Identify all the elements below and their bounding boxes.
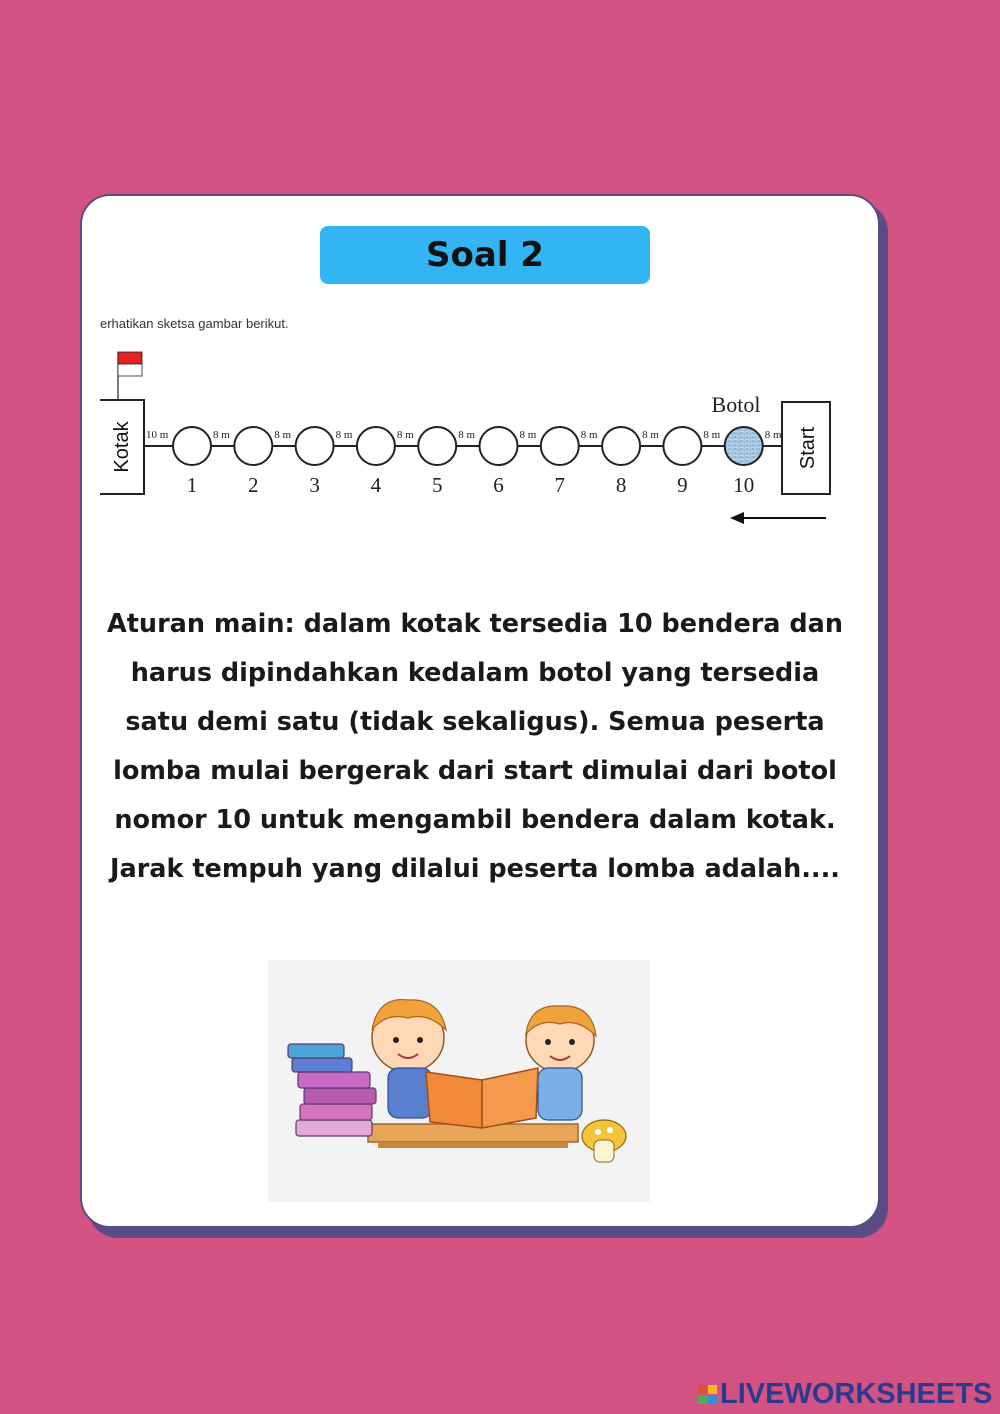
question-line: harus dipindahkan kedalam botol yang tersedia xyxy=(130,658,820,688)
direction-arrow-head xyxy=(730,512,744,524)
question-line: lomba mulai bergerak dari start dimulai dari botol xyxy=(113,756,837,786)
race-sketch-diagram xyxy=(96,340,836,540)
box-kotak-label: Kotak xyxy=(111,421,133,473)
node-number-label: 2 xyxy=(248,473,259,497)
node-circle xyxy=(296,427,334,465)
node-circle xyxy=(480,427,518,465)
distance-label-gap: 8 m xyxy=(335,429,353,441)
distance-label-gap: 8 m xyxy=(213,429,230,441)
question-line: nomor 10 untuk mengambil bendera dalam kotak. xyxy=(114,805,836,835)
distance-label-gap: 8 m xyxy=(458,429,476,441)
distance-label-gap: 8 m xyxy=(764,429,782,441)
distance-label-gap: 8 m xyxy=(519,429,537,441)
flag-red xyxy=(118,352,142,364)
distance-label-gap: 8 m xyxy=(274,429,292,441)
node-number-label: 5 xyxy=(431,473,443,497)
node-number-label: 7 xyxy=(554,473,566,497)
node-number-label: 1 xyxy=(186,473,198,497)
question-line: Aturan main: dalam kotak tersedia 10 bendera dan xyxy=(106,609,844,639)
brand-name: LIVEWORKSHEETS xyxy=(720,1378,993,1410)
node-circle xyxy=(541,427,579,465)
distance-label-gap: 8 m xyxy=(642,429,659,441)
distance-label-gap: 8 m xyxy=(703,429,721,441)
node-circle xyxy=(173,427,211,465)
node-number-label: 6 xyxy=(493,473,504,497)
question-line: Jarak tempuh yang dilalui peserta lomba adalah.... xyxy=(110,854,840,884)
node-circle xyxy=(418,427,456,465)
distance-label-gap: 8 m xyxy=(580,429,598,441)
brand-mark-icon xyxy=(698,1385,717,1404)
question-line: satu demi satu (tidak sekaligus). Semua peserta xyxy=(125,707,825,737)
sketch-caption: erhatikan sketsa gambar berikut. xyxy=(100,316,289,331)
question-title-box xyxy=(320,226,650,284)
box-start-label: Start xyxy=(797,426,819,470)
bottle-label: Botol xyxy=(711,392,761,417)
distance-label-first: 10 m xyxy=(146,429,169,441)
node-circle xyxy=(234,427,272,465)
distance-label-gap: 8 m xyxy=(396,429,414,441)
node-number-label: 3 xyxy=(309,473,320,497)
node-number-label: 8 xyxy=(615,473,627,497)
node-circle xyxy=(602,427,640,465)
node-number-label: 9 xyxy=(677,473,688,497)
node-group xyxy=(173,427,782,497)
bottle-node xyxy=(725,427,763,465)
question-text xyxy=(100,600,850,894)
node-circle xyxy=(357,427,395,465)
node-number-label: 4 xyxy=(370,473,382,497)
question-title: Soal 2 xyxy=(426,235,544,275)
children-reading-books-icon xyxy=(268,960,650,1202)
node-circle xyxy=(663,427,701,465)
flag-white xyxy=(118,364,142,376)
node-number-label: 10 xyxy=(733,473,755,497)
brand-logo xyxy=(698,1378,992,1411)
